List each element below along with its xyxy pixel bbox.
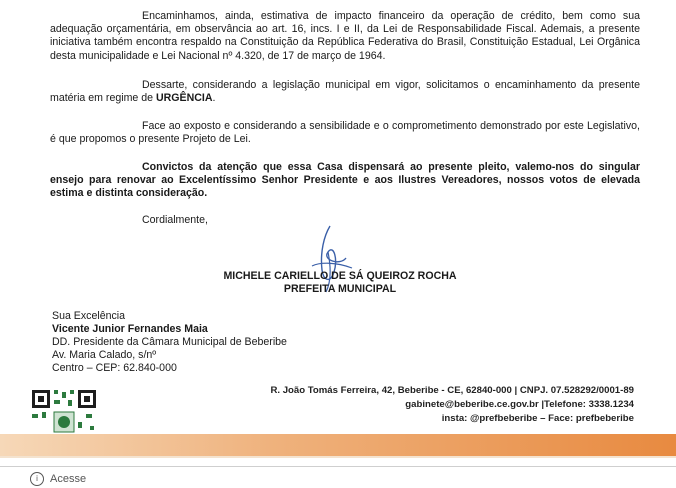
- paragraph-closing-regards: Convictos da atenção que essa Casa dispensará ao presente pleito, valemo-nos do singular ensejo para renovar ao Excelentíssimo Senhor Presidente e aos Ilustres Vereadores, nossos votos de elevada estima e distinta consideração.: [50, 161, 640, 200]
- addressee-district: Centro – CEP: 62.840-000: [52, 362, 177, 374]
- addressee-title: DD. Presidente da Câmara Municipal de Beberibe: [52, 336, 287, 348]
- access-link[interactable]: [30, 472, 86, 486]
- paragraph-financial-impact: Encaminhamos, ainda, estimativa de impacto financeiro da operação de crédito, bem como sua adequação orçamentária, em observância ao art. 16, incs. I e II, da Lei de Responsabilidade Fiscal. Ademais, a presente iniciativa também encontra respaldo na Constituição da República Federativa do Brasil, Constituição Estadual, Lei Orgânica desta municipalidade e Lei Nacional nº 4.320, de 17 de março de 1964.: [50, 10, 640, 62]
- office-social: insta: @prefbeberibe – Face: prefbeberibe: [441, 413, 634, 424]
- footer-divider: [0, 456, 676, 458]
- addressee-salutation: Sua Excelência: [52, 310, 126, 322]
- closing-salutation: Cordialmente,: [142, 214, 208, 226]
- office-address: R. João Tomás Ferreira, 42, Beberibe - CE, 62840-000 | CNPJ. 07.528292/0001-89: [270, 385, 634, 396]
- paragraph-urgency-request: Dessarte, considerando a legislação municipal em vigor, solicitamos o encaminhamento da presente matéria em regime de URGÊNCIA.: [50, 79, 640, 105]
- addressee-block: [52, 310, 287, 375]
- info-icon: i: [30, 472, 44, 486]
- paragraph-proposal: Face ao exposto e considerando a sensibilidade e o comprometimento demonstrado por este Legislativo, é que propomos o presente Projeto de Lei.: [50, 120, 640, 146]
- footer-bottom-rule: [0, 466, 676, 467]
- footer-decorative-band: [0, 434, 676, 456]
- access-label: Acesse: [50, 473, 87, 485]
- urgency-emphasis: URGÊNCIA: [155, 92, 213, 105]
- office-email-phone: gabinete@beberibe.ce.gov.br |Telefone: 3338.1234: [405, 399, 634, 410]
- signatory-name: MICHELE CARIELLO DE SÁ QUEIROZ ROCHA: [223, 270, 457, 282]
- addressee-street: Av. Maria Calado, s/nº: [52, 349, 157, 361]
- signatory-role: PREFEITA MUNICIPAL: [283, 283, 397, 295]
- office-contact-info: [270, 384, 634, 426]
- addressee-name: Vicente Junior Fernandes Maia: [52, 323, 208, 335]
